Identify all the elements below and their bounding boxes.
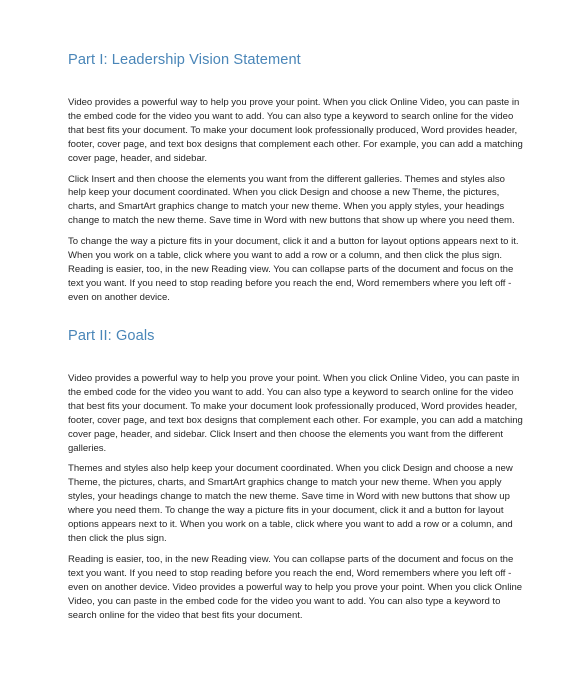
body-paragraph: To change the way a picture fits in your document, click it and a button for layout options appears next to it. When you work on a table, click where you want to add a row or a column, and then click the plus sign. Reading is easier, too, in the new Reading view. You can collapse parts of the document and focus on the text you want. If you need to stop reading before you reach the end, Word remembers where you left off - even on another device.	[68, 236, 519, 303]
section-goals	[68, 326, 524, 629]
section-heading: Part II: Goals	[68, 328, 155, 344]
body-paragraph: Video provides a powerful way to help you prove your point. When you click Online Video, you can paste in the embed code for the video you want to add. You can also type a keyword to search online for the video that best fits your document. To make your document look professionally produced, Word provides header, footer, cover page, and text box designs that complement each other. For example, you can add a matching cover page, header, and sidebar.	[68, 97, 523, 164]
body-paragraph: Click Insert and then choose the elements you want from the different galleries. Themes and styles also help keep your document coordinated. When you click Design and choose a new Theme, the pictures, charts, and SmartArt graphics change to match your new theme. When you apply styles, your headings change to match the new theme. Save time in Word with new buttons that show up where you need them.	[68, 173, 515, 227]
body-paragraph: Video provides a powerful way to help you prove your point. When you click Online Video, you can paste in the embed code for the video you want to add. You can also type a keyword to search online for the video that best fits your document. To make your document look professionally produced, Word provides header, footer, cover page, and text box designs that complement each other. For example, you can add a matching cover page, header, and sidebar. Click Insert and then choose the elements you want from the different galleries.	[68, 373, 523, 454]
body-paragraph: Themes and styles also help keep your document coordinated. When you click Design and choose a new Theme, the pictures, charts, and SmartArt graphics change to match your new theme. When you apply styles, your headings change to match the new theme. Save time in Word with new buttons that show up where you need them. To change the way a picture fits in your document, click it and a button for layout options appears next to it. When you work on a table, click where you want to add a row or a column, and then click the plus sign.	[68, 463, 513, 544]
section-heading: Part I: Leadership Vision Statement	[68, 52, 301, 68]
section-leadership-vision	[68, 50, 524, 312]
body-paragraph: Reading is easier, too, in the new Reading view. You can collapse parts of the document and focus on the text you want. If you need to stop reading before you reach the end, Word remembers where you left off - even on another device. Video provides a powerful way to help you prove your point. When you click Online Video, you can paste in the embed code for the video you want to add. You can also type a keyword to search online for the video that best fits your document.	[68, 553, 523, 621]
